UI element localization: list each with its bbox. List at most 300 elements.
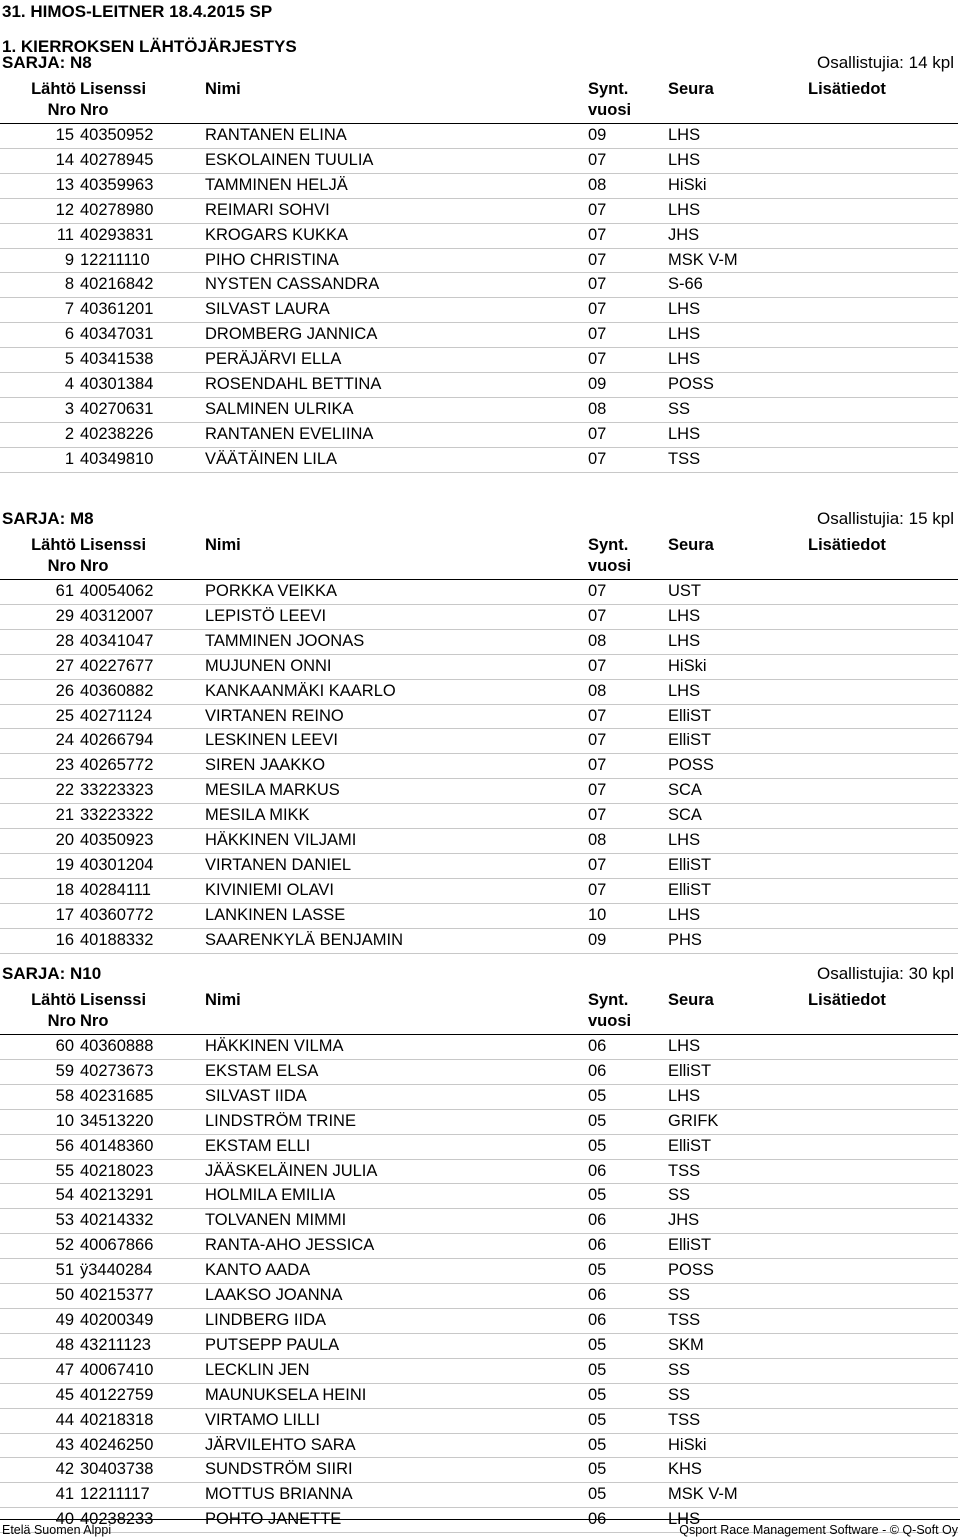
license-no: 40213291 bbox=[80, 1184, 205, 1209]
table-row bbox=[0, 1358, 958, 1383]
license-no: 40054062 bbox=[80, 580, 205, 605]
col-extra-info bbox=[808, 988, 958, 1035]
col-extra-info bbox=[808, 533, 958, 580]
start-no: 43 bbox=[0, 1433, 80, 1458]
birth-year: 06 bbox=[588, 1508, 668, 1533]
competitor-name: VIRTAMO LILLI bbox=[205, 1408, 588, 1433]
table-row bbox=[0, 124, 958, 149]
start-no: 3 bbox=[0, 397, 80, 422]
competitor-name: KANTO AADA bbox=[205, 1259, 588, 1284]
table-row bbox=[0, 754, 958, 779]
club: LHS bbox=[668, 348, 808, 373]
license-no: 40238226 bbox=[80, 422, 205, 447]
competitor-name: MESILA MIKK bbox=[205, 804, 588, 829]
club: ElliST bbox=[668, 704, 808, 729]
birth-year: 05 bbox=[588, 1358, 668, 1383]
table-row bbox=[0, 373, 958, 398]
table-row bbox=[0, 422, 958, 447]
club: TSS bbox=[668, 1308, 808, 1333]
birth-year: 05 bbox=[588, 1084, 668, 1109]
extra-info bbox=[808, 1259, 958, 1284]
club: SS bbox=[668, 1284, 808, 1309]
competitor-name: SILVAST LAURA bbox=[205, 298, 588, 323]
club: KHS bbox=[668, 1458, 808, 1483]
col-name-label: Nimi bbox=[205, 80, 241, 98]
license-no: 40347031 bbox=[80, 323, 205, 348]
club: LHS bbox=[668, 148, 808, 173]
table-row bbox=[0, 779, 958, 804]
start-no: 20 bbox=[0, 829, 80, 854]
extra-info bbox=[808, 1408, 958, 1433]
club: MSK V-M bbox=[668, 1483, 808, 1508]
start-no: 44 bbox=[0, 1408, 80, 1433]
club: SS bbox=[668, 1358, 808, 1383]
table-row bbox=[0, 903, 958, 928]
col-license-no bbox=[80, 988, 205, 1035]
club: TSS bbox=[668, 1159, 808, 1184]
col-start-no-label: Lähtö bbox=[31, 536, 76, 554]
table-row bbox=[0, 1035, 958, 1060]
extra-info bbox=[808, 928, 958, 953]
start-no: 2 bbox=[0, 422, 80, 447]
series-name: SARJA: N10 bbox=[2, 964, 102, 983]
club: LHS bbox=[668, 1035, 808, 1060]
club: TSS bbox=[668, 447, 808, 472]
col-birth-year bbox=[588, 988, 668, 1035]
table-row bbox=[0, 273, 958, 298]
extra-info bbox=[808, 198, 958, 223]
extra-info bbox=[808, 1234, 958, 1259]
col-license-no bbox=[80, 77, 205, 124]
license-no: 40067866 bbox=[80, 1234, 205, 1259]
extra-info bbox=[808, 1284, 958, 1309]
license-no: 40284111 bbox=[80, 878, 205, 903]
license-no: 12211117 bbox=[80, 1483, 205, 1508]
competitor-name: MAUNUKSELA HEINI bbox=[205, 1383, 588, 1408]
license-no: 40214332 bbox=[80, 1209, 205, 1234]
start-no: 27 bbox=[0, 654, 80, 679]
extra-info bbox=[808, 729, 958, 754]
competitor-name: LAAKSO JOANNA bbox=[205, 1284, 588, 1309]
extra-info bbox=[808, 1035, 958, 1060]
competitor-name: SUNDSTRÖM SIIRI bbox=[205, 1458, 588, 1483]
club: LHS bbox=[668, 903, 808, 928]
start-no: 29 bbox=[0, 604, 80, 629]
license-no: 40360772 bbox=[80, 903, 205, 928]
col-name bbox=[205, 533, 588, 580]
club: LHS bbox=[668, 198, 808, 223]
col-license-no-label: Lisenssi bbox=[80, 536, 147, 554]
license-no: 40361201 bbox=[80, 298, 205, 323]
col-name-label: Nimi bbox=[205, 991, 241, 1009]
club: POSS bbox=[668, 1259, 808, 1284]
license-no: 40349810 bbox=[80, 447, 205, 472]
birth-year: 07 bbox=[588, 273, 668, 298]
license-no: 40188332 bbox=[80, 928, 205, 953]
extra-info bbox=[808, 853, 958, 878]
start-no: 50 bbox=[0, 1284, 80, 1309]
col-birth-year bbox=[588, 77, 668, 124]
birth-year: 07 bbox=[588, 779, 668, 804]
birth-year: 05 bbox=[588, 1134, 668, 1159]
table-row bbox=[0, 1308, 958, 1333]
extra-info bbox=[808, 1159, 958, 1184]
extra-info bbox=[808, 1059, 958, 1084]
col-license-no-label: Lisenssi bbox=[80, 991, 147, 1009]
club: HiSki bbox=[668, 1433, 808, 1458]
competitor-name: KROGARS KUKKA bbox=[205, 223, 588, 248]
competitor-name: LEPISTÖ LEEVI bbox=[205, 604, 588, 629]
extra-info bbox=[808, 124, 958, 149]
competitor-name: TOLVANEN MIMMI bbox=[205, 1209, 588, 1234]
birth-year: 07 bbox=[588, 580, 668, 605]
table-row bbox=[0, 1259, 958, 1284]
extra-info bbox=[808, 173, 958, 198]
club: LHS bbox=[668, 298, 808, 323]
birth-year: 05 bbox=[588, 1259, 668, 1284]
table-row bbox=[0, 1284, 958, 1309]
table-row bbox=[0, 1134, 958, 1159]
club: ElliST bbox=[668, 1134, 808, 1159]
start-no: 53 bbox=[0, 1209, 80, 1234]
table-row bbox=[0, 580, 958, 605]
competitor-name: RANTANEN EVELIINA bbox=[205, 422, 588, 447]
competitor-name: JÄRVILEHTO SARA bbox=[205, 1433, 588, 1458]
club: MSK V-M bbox=[668, 248, 808, 273]
table-row bbox=[0, 928, 958, 953]
extra-info bbox=[808, 1458, 958, 1483]
license-no: 40218318 bbox=[80, 1408, 205, 1433]
extra-info bbox=[808, 248, 958, 273]
competitor-name: LINDBERG IIDA bbox=[205, 1308, 588, 1333]
start-no: 52 bbox=[0, 1234, 80, 1259]
birth-year: 07 bbox=[588, 323, 668, 348]
birth-year: 07 bbox=[588, 729, 668, 754]
birth-year: 07 bbox=[588, 654, 668, 679]
table-row bbox=[0, 1109, 958, 1134]
competitor-name: SALMINEN ULRIKA bbox=[205, 397, 588, 422]
birth-year: 09 bbox=[588, 124, 668, 149]
extra-info bbox=[808, 903, 958, 928]
license-no: 40350952 bbox=[80, 124, 205, 149]
extra-info bbox=[808, 148, 958, 173]
extra-info bbox=[808, 754, 958, 779]
birth-year: 07 bbox=[588, 298, 668, 323]
start-no: 5 bbox=[0, 348, 80, 373]
col-club bbox=[668, 77, 808, 124]
club: SS bbox=[668, 1184, 808, 1209]
start-no: 9 bbox=[0, 248, 80, 273]
license-no: 40231685 bbox=[80, 1084, 205, 1109]
license-no: 40278945 bbox=[80, 148, 205, 173]
table-row bbox=[0, 704, 958, 729]
competitor-name: HÄKKINEN VILMA bbox=[205, 1035, 588, 1060]
extra-info bbox=[808, 779, 958, 804]
col-birth-year-label: Synt. bbox=[588, 991, 629, 1009]
birth-year: 07 bbox=[588, 248, 668, 273]
extra-info bbox=[808, 654, 958, 679]
table-row bbox=[0, 223, 958, 248]
col-club-label: Seura bbox=[668, 991, 714, 1009]
extra-info bbox=[808, 604, 958, 629]
license-no: 40273673 bbox=[80, 1059, 205, 1084]
license-no: 40218023 bbox=[80, 1159, 205, 1184]
birth-year: 05 bbox=[588, 1408, 668, 1433]
club: LHS bbox=[668, 323, 808, 348]
start-no: 61 bbox=[0, 580, 80, 605]
competitor-name: SAARENKYLÄ BENJAMIN bbox=[205, 928, 588, 953]
table-row bbox=[0, 804, 958, 829]
license-no: 40148360 bbox=[80, 1134, 205, 1159]
table-row bbox=[0, 1159, 958, 1184]
birth-year: 05 bbox=[588, 1184, 668, 1209]
start-no: 21 bbox=[0, 804, 80, 829]
club: LHS bbox=[668, 124, 808, 149]
col-birth-year-label: Synt. bbox=[588, 80, 629, 98]
start-no: 8 bbox=[0, 273, 80, 298]
start-no: 56 bbox=[0, 1134, 80, 1159]
series-section bbox=[0, 964, 960, 1533]
table-row bbox=[0, 679, 958, 704]
club: GRIFK bbox=[668, 1109, 808, 1134]
col-start-no bbox=[0, 77, 80, 124]
start-no: 40 bbox=[0, 1508, 80, 1533]
start-list-table bbox=[0, 988, 958, 1533]
table-row bbox=[0, 604, 958, 629]
footer-divider bbox=[0, 1519, 960, 1520]
birth-year: 07 bbox=[588, 704, 668, 729]
birth-year: 06 bbox=[588, 1035, 668, 1060]
start-no: 18 bbox=[0, 878, 80, 903]
table-row bbox=[0, 397, 958, 422]
club: JHS bbox=[668, 1209, 808, 1234]
col-name-label: Nimi bbox=[205, 536, 241, 554]
birth-year: 07 bbox=[588, 348, 668, 373]
club: LHS bbox=[668, 604, 808, 629]
license-no: 40271124 bbox=[80, 704, 205, 729]
competitor-name: SIREN JAAKKO bbox=[205, 754, 588, 779]
footer-venue: Etelä Suomen Alppi bbox=[2, 1523, 112, 1537]
extra-info bbox=[808, 447, 958, 472]
birth-year: 07 bbox=[588, 853, 668, 878]
license-no: 40238233 bbox=[80, 1508, 205, 1533]
table-row bbox=[0, 1059, 958, 1084]
birth-year: 07 bbox=[588, 422, 668, 447]
birth-year: 05 bbox=[588, 1458, 668, 1483]
extra-info bbox=[808, 1209, 958, 1234]
table-row bbox=[0, 1408, 958, 1433]
birth-year: 10 bbox=[588, 903, 668, 928]
extra-info bbox=[808, 1109, 958, 1134]
club: ElliST bbox=[668, 878, 808, 903]
competitor-name: VIRTANEN REINO bbox=[205, 704, 588, 729]
start-no: 16 bbox=[0, 928, 80, 953]
license-no: 40341538 bbox=[80, 348, 205, 373]
birth-year: 08 bbox=[588, 397, 668, 422]
table-row bbox=[0, 1483, 958, 1508]
birth-year: 06 bbox=[588, 1209, 668, 1234]
club: HiSki bbox=[668, 654, 808, 679]
license-no: 40312007 bbox=[80, 604, 205, 629]
license-no: 40067410 bbox=[80, 1358, 205, 1383]
start-no: 49 bbox=[0, 1308, 80, 1333]
col-name bbox=[205, 988, 588, 1035]
table-row bbox=[0, 1433, 958, 1458]
birth-year: 07 bbox=[588, 604, 668, 629]
competitor-name: VIRTANEN DANIEL bbox=[205, 853, 588, 878]
col-license-no bbox=[80, 533, 205, 580]
start-no: 28 bbox=[0, 629, 80, 654]
col-extra-info-label: Lisätiedot bbox=[808, 536, 886, 554]
start-no: 11 bbox=[0, 223, 80, 248]
license-no: 40301384 bbox=[80, 373, 205, 398]
competitor-name: LANKINEN LASSE bbox=[205, 903, 588, 928]
license-no: 40341047 bbox=[80, 629, 205, 654]
competitor-name: RANTA-AHO JESSICA bbox=[205, 1234, 588, 1259]
extra-info bbox=[808, 1134, 958, 1159]
series-name: SARJA: N8 bbox=[2, 53, 92, 72]
club: TSS bbox=[668, 1408, 808, 1433]
license-no: 40360888 bbox=[80, 1035, 205, 1060]
table-row bbox=[0, 148, 958, 173]
col-start-no bbox=[0, 533, 80, 580]
col-club-label: Seura bbox=[668, 536, 714, 554]
birth-year: 06 bbox=[588, 1159, 668, 1184]
license-no: 34513220 bbox=[80, 1109, 205, 1134]
table-row bbox=[0, 198, 958, 223]
col-license-no-label: Lisenssi bbox=[80, 80, 147, 98]
club: PHS bbox=[668, 928, 808, 953]
extra-info bbox=[808, 1483, 958, 1508]
extra-info bbox=[808, 323, 958, 348]
license-no: 40246250 bbox=[80, 1433, 205, 1458]
birth-year: 08 bbox=[588, 173, 668, 198]
col-start-no-label: Nro bbox=[47, 1012, 76, 1030]
table-row bbox=[0, 248, 958, 273]
start-no: 22 bbox=[0, 779, 80, 804]
start-list-table bbox=[0, 77, 958, 473]
license-no: 40350923 bbox=[80, 829, 205, 854]
competitor-name: LECKLIN JEN bbox=[205, 1358, 588, 1383]
col-club bbox=[668, 533, 808, 580]
club: SCA bbox=[668, 779, 808, 804]
start-no: 12 bbox=[0, 198, 80, 223]
club: POSS bbox=[668, 373, 808, 398]
extra-info bbox=[808, 1333, 958, 1358]
extra-info bbox=[808, 1084, 958, 1109]
col-birth-year bbox=[588, 533, 668, 580]
start-no: 10 bbox=[0, 1109, 80, 1134]
license-no: 30403738 bbox=[80, 1458, 205, 1483]
competitor-name: HOLMILA EMILIA bbox=[205, 1184, 588, 1209]
start-no: 23 bbox=[0, 754, 80, 779]
table-row bbox=[0, 1234, 958, 1259]
col-birth-year-label: Synt. bbox=[588, 536, 629, 554]
extra-info bbox=[808, 804, 958, 829]
birth-year: 09 bbox=[588, 928, 668, 953]
col-start-no bbox=[0, 988, 80, 1035]
club: ElliST bbox=[668, 1059, 808, 1084]
license-no: 40301204 bbox=[80, 853, 205, 878]
start-no: 47 bbox=[0, 1358, 80, 1383]
col-club-label: Seura bbox=[668, 80, 714, 98]
table-row bbox=[0, 447, 958, 472]
competitor-name: POHTO JANETTE bbox=[205, 1508, 588, 1533]
club: UST bbox=[668, 580, 808, 605]
start-no: 42 bbox=[0, 1458, 80, 1483]
license-no: 40270631 bbox=[80, 397, 205, 422]
license-no: 40360882 bbox=[80, 679, 205, 704]
series-name: SARJA: M8 bbox=[2, 509, 94, 528]
start-no: 59 bbox=[0, 1059, 80, 1084]
start-no: 25 bbox=[0, 704, 80, 729]
table-row bbox=[0, 1184, 958, 1209]
club: ElliST bbox=[668, 729, 808, 754]
license-no: 40359963 bbox=[80, 173, 205, 198]
birth-year: 07 bbox=[588, 754, 668, 779]
license-no: 40200349 bbox=[80, 1308, 205, 1333]
start-no: 54 bbox=[0, 1184, 80, 1209]
competitor-name: LINDSTRÖM TRINE bbox=[205, 1109, 588, 1134]
club: ElliST bbox=[668, 853, 808, 878]
col-birth-year-label: vuosi bbox=[588, 1012, 632, 1030]
extra-info bbox=[808, 373, 958, 398]
table-row bbox=[0, 1333, 958, 1358]
extra-info bbox=[808, 223, 958, 248]
birth-year: 09 bbox=[588, 373, 668, 398]
competitor-name: PORKKA VEIKKA bbox=[205, 580, 588, 605]
birth-year: 06 bbox=[588, 1284, 668, 1309]
start-no: 24 bbox=[0, 729, 80, 754]
competitor-name: EKSTAM ELSA bbox=[205, 1059, 588, 1084]
start-no: 19 bbox=[0, 853, 80, 878]
license-no: ÿ3440284 bbox=[80, 1259, 205, 1284]
birth-year: 05 bbox=[588, 1383, 668, 1408]
club: LHS bbox=[668, 629, 808, 654]
extra-info bbox=[808, 580, 958, 605]
license-no: 40227677 bbox=[80, 654, 205, 679]
license-no: 40216842 bbox=[80, 273, 205, 298]
table-row bbox=[0, 1458, 958, 1483]
competitor-name: HÄKKINEN VILJAMI bbox=[205, 829, 588, 854]
table-row bbox=[0, 853, 958, 878]
competitor-name: EKSTAM ELLI bbox=[205, 1134, 588, 1159]
competitor-name: PIHO CHRISTINA bbox=[205, 248, 588, 273]
extra-info bbox=[808, 704, 958, 729]
col-name bbox=[205, 77, 588, 124]
extra-info bbox=[808, 878, 958, 903]
page-title: 31. HIMOS-LEITNER 18.4.2015 SP bbox=[2, 2, 273, 21]
table-row bbox=[0, 829, 958, 854]
club: LHS bbox=[668, 1084, 808, 1109]
birth-year: 05 bbox=[588, 1109, 668, 1134]
extra-info bbox=[808, 629, 958, 654]
start-no: 58 bbox=[0, 1084, 80, 1109]
license-no: 33223322 bbox=[80, 804, 205, 829]
competitor-name: DROMBERG JANNICA bbox=[205, 323, 588, 348]
club: SS bbox=[668, 397, 808, 422]
competitor-name: MOTTUS BRIANNA bbox=[205, 1483, 588, 1508]
extra-info bbox=[808, 1433, 958, 1458]
competitor-name: KIVINIEMI OLAVI bbox=[205, 878, 588, 903]
license-no: 33223323 bbox=[80, 779, 205, 804]
start-no: 6 bbox=[0, 323, 80, 348]
birth-year: 07 bbox=[588, 198, 668, 223]
col-license-no-label: Nro bbox=[80, 557, 109, 575]
col-birth-year-label: vuosi bbox=[588, 101, 632, 119]
start-no: 55 bbox=[0, 1159, 80, 1184]
club: LHS bbox=[668, 679, 808, 704]
